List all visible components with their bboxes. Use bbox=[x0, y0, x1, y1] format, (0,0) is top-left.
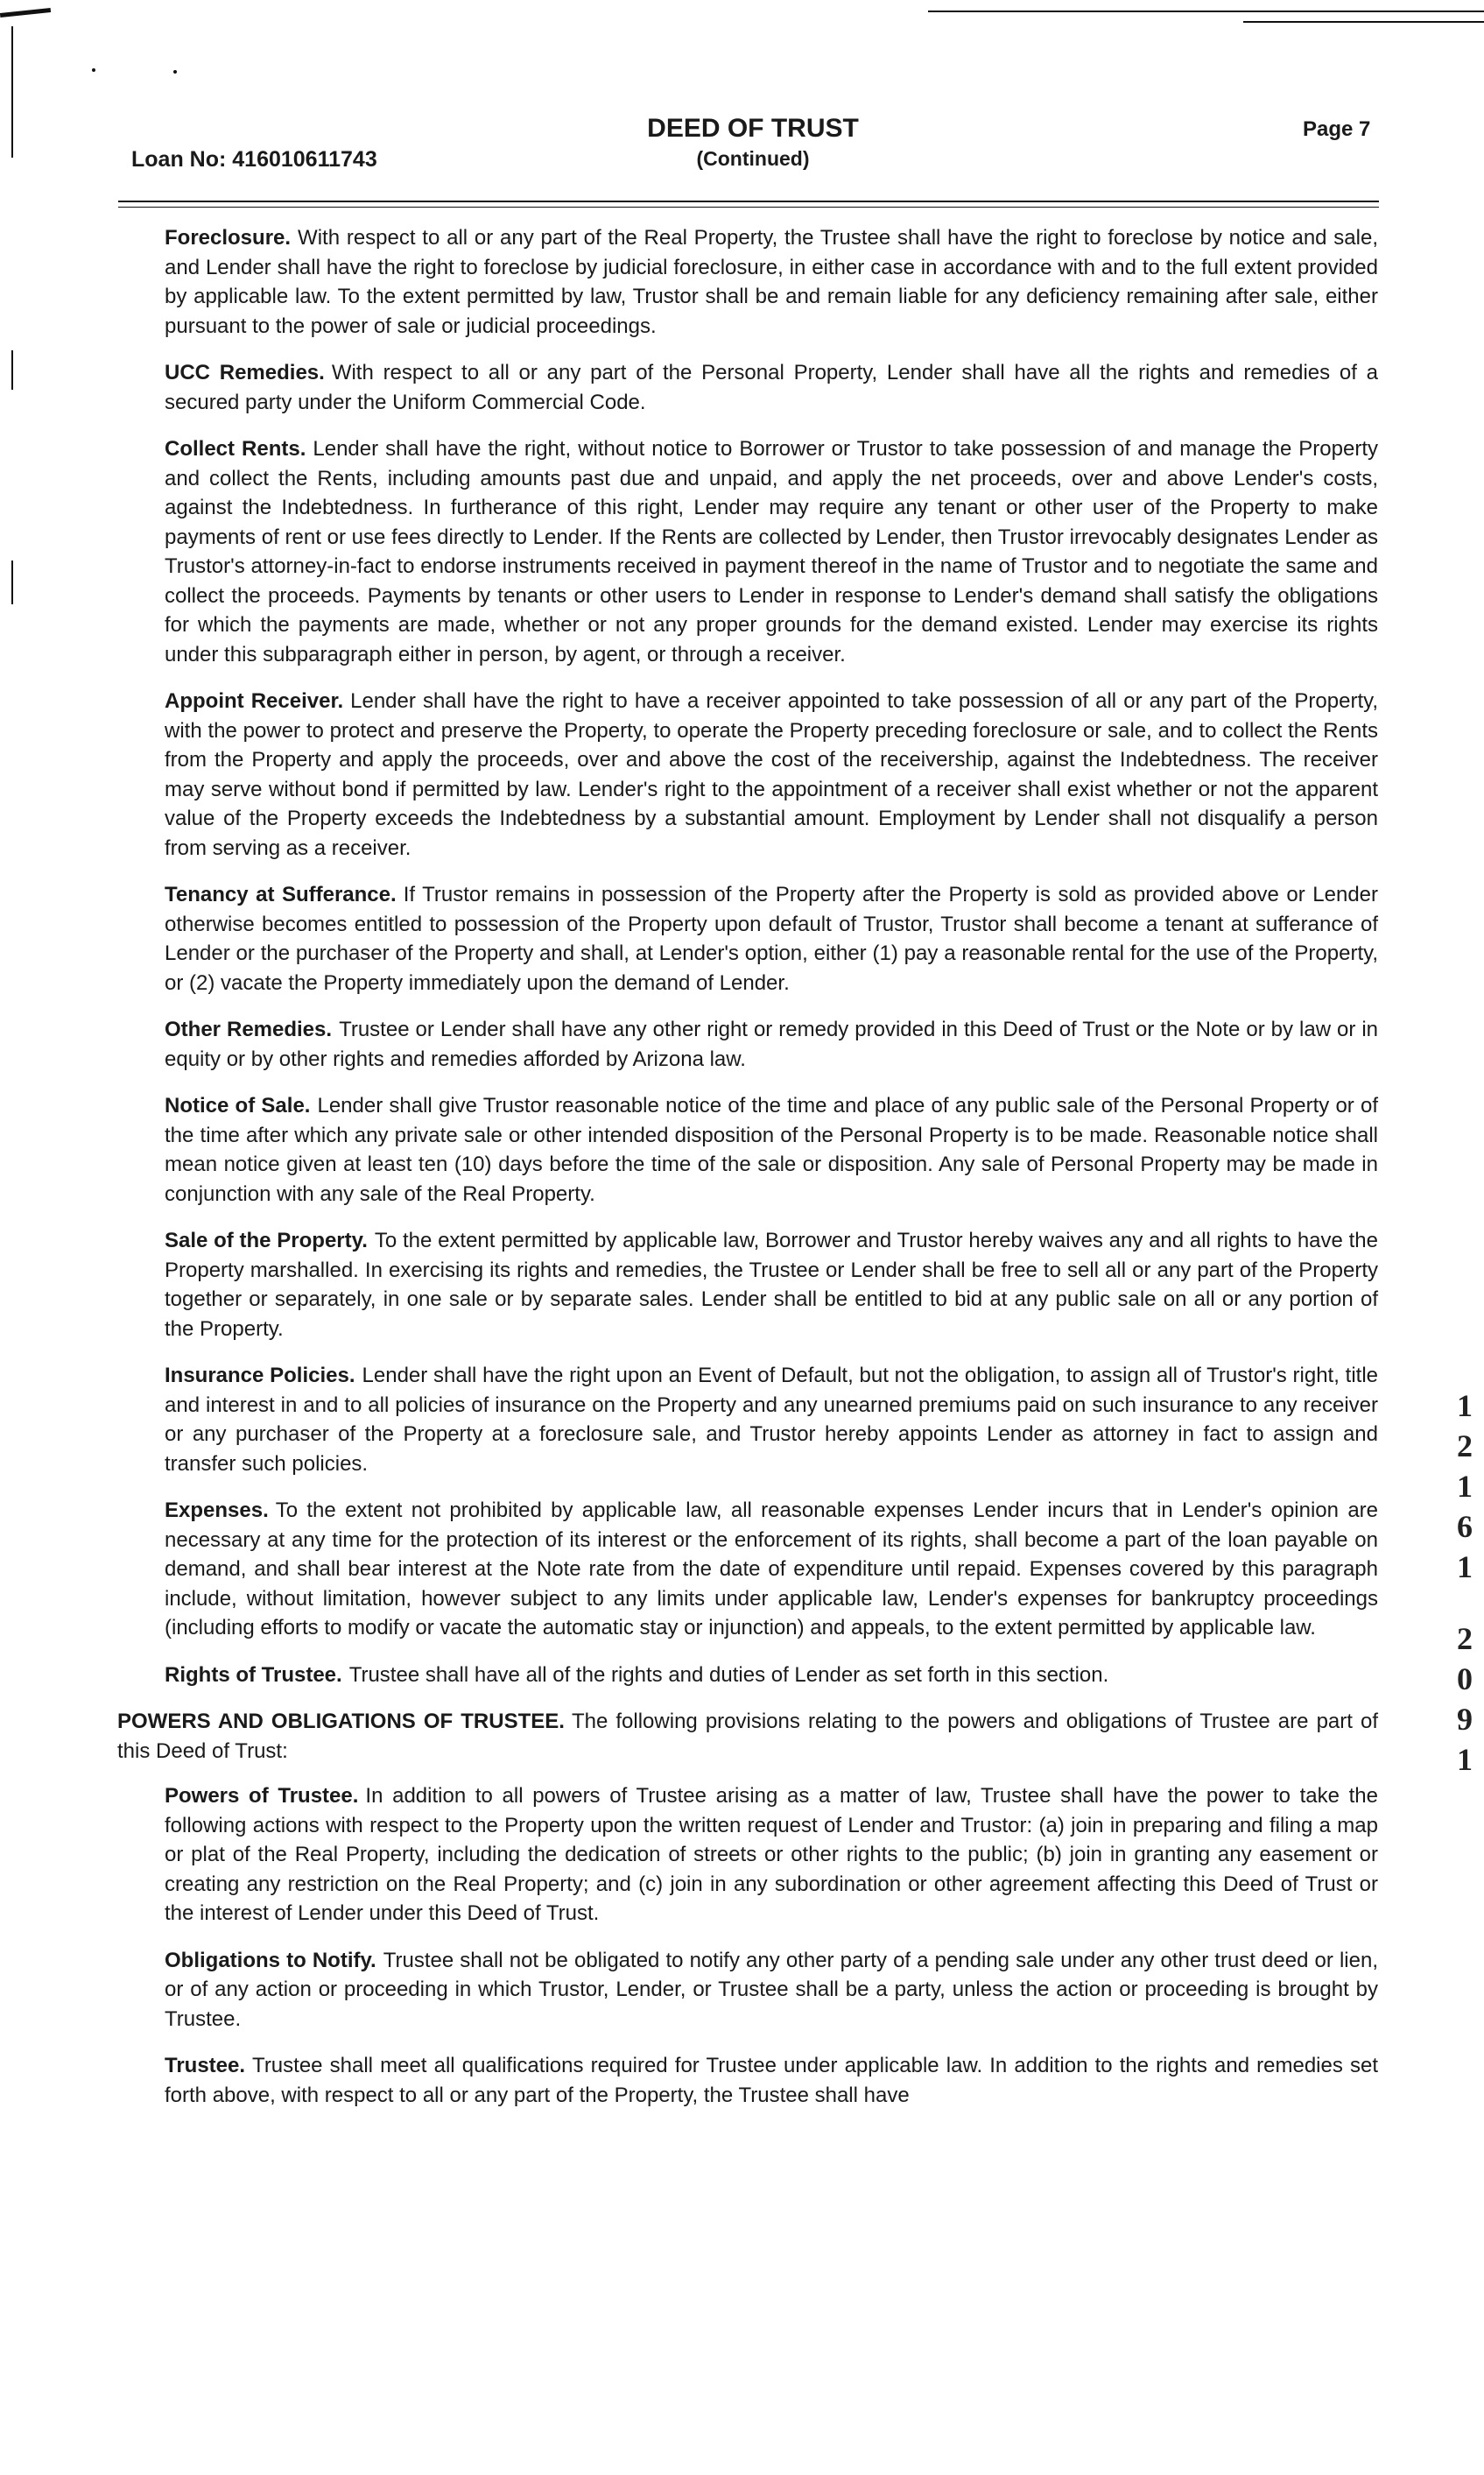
section-heading: Powers of Trustee. bbox=[165, 1784, 359, 1808]
section-heading: Obligations to Notify. bbox=[165, 1948, 376, 1972]
section-text: To the extent not prohibited by applicable law, all reasonable expenses Lender incurs that in Lender's opinion are necessary at any time for the protection of its interest or the enforcement of its rights, shall become a part of the loan payable on demand, and shall bear interest at the Note rate from the date of expenditure until repaid. Expenses covered by this paragraph include, without limitation, however subject to any limits under applicable law, Lender's expenses for bankruptcy proceedings (including efforts to modify or vacate the automatic stay or injunction) and appeals, to the extent permitted by applicable law. bbox=[165, 1498, 1378, 1639]
header-rule-bottom bbox=[118, 207, 1379, 208]
section-heading: Notice of Sale. bbox=[165, 1094, 311, 1118]
section-heading: UCC Remedies. bbox=[165, 361, 325, 384]
section-rights-of-trustee bbox=[165, 1661, 1378, 1690]
stamp-digit: 6 bbox=[1457, 1509, 1473, 1544]
scan-margin-tick-1 bbox=[11, 350, 13, 390]
main-heading-text: The following provisions relating to the powers and obligations of Trustee are part of this Deed of Trust: bbox=[117, 1710, 1379, 1763]
section-heading: Insurance Policies. bbox=[165, 1364, 355, 1387]
section-ucc-remedies bbox=[165, 358, 1378, 417]
section-text: Trustee or Lender shall have any other right or remedy provided in this Deed of Trust or the Note or by law or in equity or by other rights and remedies afforded by Arizona law. bbox=[165, 1018, 1379, 1071]
section-text: Lender shall have the right to have a receiver appointed to take possession of all or any part of the Property, with the power to protect and preserve the Property, to operate the Property preceding foreclosure or sale, and to collect the Rents from the Property and apply the proceeds, over and above the cost of the receivership, against the Indebtedness. The receiver may serve without bond if permitted by law. Lender's right to the appointment of a receiver shall exist whether or not the apparent value of the Property exceeds the Indebtedness by a substantial amount. Employment by Lender shall not disqualify a person from serving as a receiver. bbox=[165, 689, 1378, 860]
section-appoint-receiver bbox=[165, 687, 1378, 863]
section-text: Trustee shall meet all qualifications required for Trustee under applicable law. In addition to the rights and remedies set forth above, with respect to all or any part of the Property, the Trustee shall have bbox=[165, 2054, 1378, 2107]
header-rule-top bbox=[118, 201, 1379, 202]
section-heading: Collect Rents. bbox=[165, 437, 306, 461]
section-insurance-policies bbox=[165, 1361, 1378, 1478]
section-heading: Trustee. bbox=[165, 2054, 246, 2077]
section-sale-of-property bbox=[165, 1226, 1378, 1343]
section-text: If Trustor remains in possession of the Property after the Property is sold as provided above or Lender otherwise becomes entitled to possession of the Property upon default of Trustor, Trustor shall become a tenant at sufferance of Lender or the purchaser of the Property and shall, at Lender's option, either (1) pay a reasonable rental for the use of the Property, or (2) vacate the Property immediately upon the demand of Lender. bbox=[165, 883, 1379, 995]
section-text: Lender shall give Trustor reasonable notice of the time and place of any public sale of the Personal Property or of the time after which any private sale or other intended disposition of the Personal Property is to be made. Reasonable notice shall mean notice given at least ten (10) days before the time of the sale or disposition. Any sale of Personal Property may be made in conjunction with any sale of the Real Property. bbox=[165, 1094, 1379, 1206]
section-text: In addition to all powers of Trustee arising as a matter of law, Trustee shall have the power to take the following actions with respect to the Property upon the written request of Lender and Trustor: (a) join in preparing and filing a map or plat of the Real Property, including the dedication of streets or other rights to the public; (b) join in granting any easement or creating any restriction on the Real Property; and (c) join in any subordination or other agreement affecting this Deed of Trust or the interest of Lender under this Deed of Trust. bbox=[165, 1784, 1378, 1925]
section-text: With respect to all or any part of the Personal Property, Lender shall have all the rights and remedies of a secured party under the Uniform Commercial Code. bbox=[165, 361, 1378, 414]
main-heading: POWERS AND OBLIGATIONS OF TRUSTEE. bbox=[117, 1710, 565, 1733]
document-subtitle: (Continued) bbox=[696, 147, 810, 170]
section-text: Lender shall have the right, without notice to Borrower or Trustor to take possession of and manage the Property and collect the Rents, including amounts past due and unpaid, and apply the net proceeds, over and above Lender's costs, against the Indebtedness. In furtherance of this right, Lender may require any tenant or other user of the Property to make payments of rent or use fees directly to Lender. If the Rents are collected by Lender, then Trustor irrevocably designates Lender as Trustor's attorney-in-fact to endorse instruments received in payment thereof in the name of Trustor and to negotiate the same and collect the proceeds. Payments by tenants or other users to Lender in response to Lender's demand shall satisfy the obligations for which the payments are made, whether or not any proper grounds for the demand existed. Lender may exercise its rights under this subparagraph either in person, by agent, or through a receiver. bbox=[165, 437, 1379, 666]
section-heading: Rights of Trustee. bbox=[165, 1662, 342, 1687]
scan-margin-tick-2 bbox=[11, 561, 13, 604]
section-text: Trustee shall have all of the rights and duties of Lender as set forth in this section. bbox=[348, 1662, 1109, 1687]
section-heading: Appoint Receiver. bbox=[165, 689, 344, 713]
stamp-digit: 2 bbox=[1457, 1428, 1473, 1463]
section-tenancy-at-sufferance bbox=[165, 880, 1378, 998]
loan-number: Loan No: 416010611743 bbox=[131, 147, 377, 172]
stamp-digit: 1 bbox=[1457, 1469, 1473, 1504]
section-notice-of-sale bbox=[165, 1091, 1378, 1209]
section-heading: Expenses. bbox=[165, 1498, 269, 1522]
recording-number-stamp bbox=[1452, 1386, 1478, 1780]
page-number: Page 7 bbox=[1303, 117, 1371, 141]
stamp-digit: 1 bbox=[1457, 1549, 1473, 1584]
document-body bbox=[117, 223, 1378, 2127]
section-heading: Other Remedies. bbox=[165, 1018, 333, 1041]
stamp-gap bbox=[1452, 1587, 1478, 1618]
section-powers-of-trustee bbox=[165, 1781, 1378, 1929]
section-trustee bbox=[165, 2051, 1378, 2110]
stamp-digit: 1 bbox=[1457, 1742, 1473, 1777]
section-text: To the extent permitted by applicable law, Borrower and Trustor hereby waives any and all rights to have the Property marshalled. In exercising its rights and remedies, the Trustee or Lender shall be free to sell all or any part of the Property together or separately, in one sale or by separate sales. Lender shall be entitled to bid at any public sale on all or any portion of the Property. bbox=[165, 1229, 1378, 1341]
page-header bbox=[0, 0, 1484, 219]
stamp-digit: 0 bbox=[1457, 1661, 1473, 1696]
section-collect-rents bbox=[165, 434, 1378, 669]
section-heading: Tenancy at Sufferance. bbox=[165, 883, 397, 906]
section-foreclosure bbox=[165, 223, 1378, 341]
section-heading: Sale of the Property. bbox=[165, 1229, 368, 1252]
stamp-digit: 1 bbox=[1457, 1388, 1473, 1423]
stamp-digit: 2 bbox=[1457, 1621, 1473, 1656]
section-obligations-to-notify bbox=[165, 1946, 1378, 2034]
section-heading: Foreclosure. bbox=[165, 226, 292, 250]
stamp-digit: 9 bbox=[1457, 1702, 1473, 1737]
section-text: Trustee shall not be obligated to notify any other party of a pending sale under any other trust deed or lien, or of any action or proceeding in which Trustor, Lender, or Trustee shall be a party, unless the action or proceeding is brought by Trustee. bbox=[165, 1948, 1378, 2031]
section-text: Lender shall have the right upon an Event of Default, but not the obligation, to assign all of Trustor's right, title and interest in and to all policies of insurance on the Property and any unearned premiums paid on such insurance to any receiver or any purchaser of the Property at a foreclosure sale, and Trustor hereby appoints Lender as attorney in fact to assign and transfer such policies. bbox=[165, 1364, 1378, 1476]
document-title: DEED OF TRUST bbox=[647, 114, 859, 143]
section-text: With respect to all or any part of the Real Property, the Trustee shall have the right to foreclose by notice and sale, and Lender shall have the right to foreclose by judicial foreclosure, in either case in accordance with and to the full extent provided by applicable law. To the extent permitted by law, Trustor shall be and remain liable for any deficiency remaining after sale, either pursuant to the power of sale or judicial proceedings. bbox=[165, 226, 1378, 338]
section-expenses bbox=[165, 1496, 1378, 1643]
powers-obligations-heading bbox=[117, 1707, 1378, 1766]
section-other-remedies bbox=[165, 1015, 1378, 1074]
